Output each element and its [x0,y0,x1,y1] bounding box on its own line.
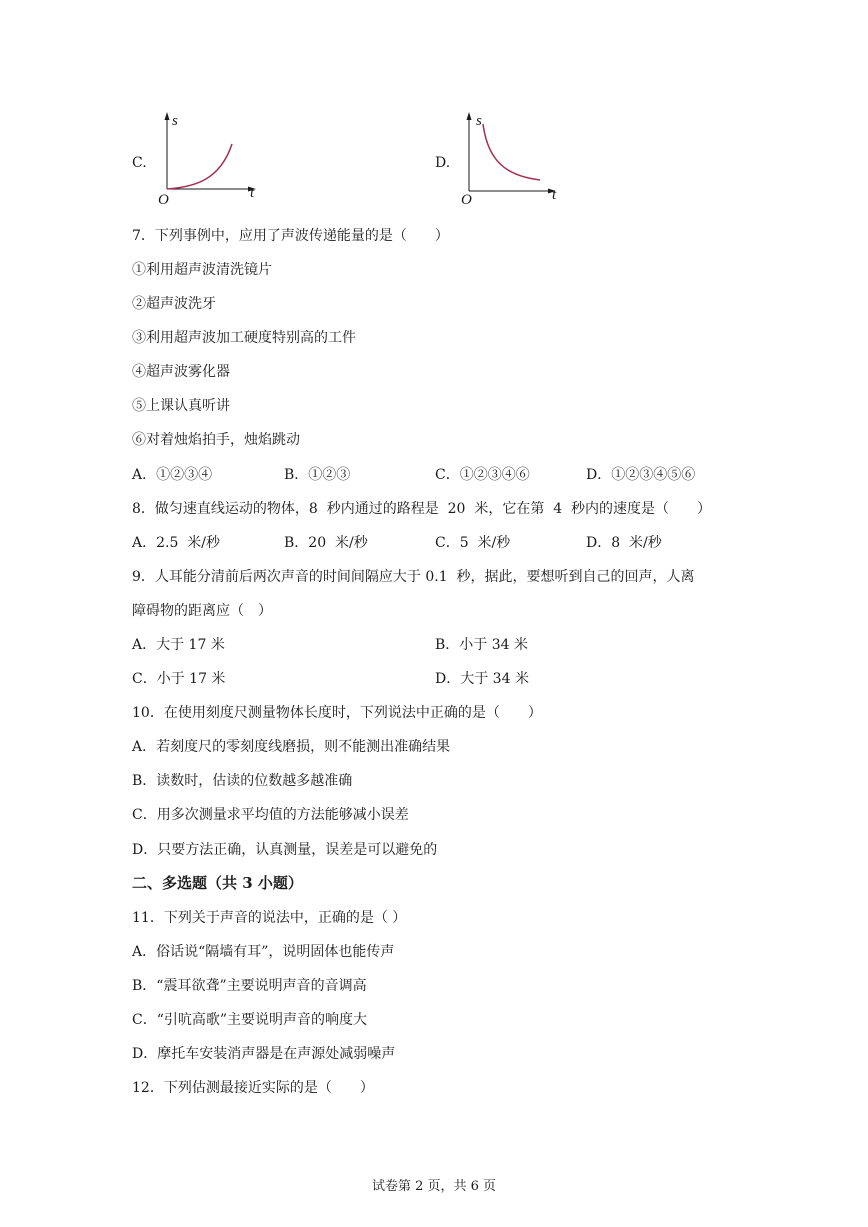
q7-item: ⑥对着烛焰拍手，烛焰跳动 [132,432,300,448]
q8-option-c: C．5 米/秒 [435,535,511,551]
graph-d-curve [483,124,540,180]
q9-option-c: C．小于 17 米 [132,671,226,687]
q8-option-d: D．8 米/秒 [586,535,662,551]
q9-option-a: A．大于 17 米 [132,637,225,653]
q10-stem: 10．在使用刻度尺测量物体长度时，下列说法中正确的是（ ） [132,705,542,721]
graph-c-y-label: s [172,113,178,129]
q7-stem: 7．下列事例中，应用了声波传递能量的是（ ） [132,228,449,244]
q8-stem: 8．做匀速直线运动的物体，8 秒内通过的路程是 20 米，它在第 4 秒内的速度是（ ） [132,501,712,517]
q9-stem-line2: 障碍物的距离应（ ） [132,603,272,619]
graph-c-y-arrow [165,112,170,120]
q12-stem: 12．下列估测最接近实际的是（ ） [132,1080,374,1096]
graph-c-x-label: t [250,185,255,201]
page-footer: 试卷第 2 页，共 6 页 [371,1179,497,1194]
q8-option-a: A．2.5 米/秒 [132,535,220,551]
option-c-label: C. [132,155,147,171]
section-heading: 二、多选题（共 3 小题） [132,874,303,892]
graph-d-x-label: t [552,187,557,203]
q11-option-b: B．“震耳欲聋”主要说明声音的音调高 [132,978,367,994]
q11-option-a: A．俗话说“隔墙有耳”，说明固体也能传声 [132,944,395,960]
q7-item: ③利用超声波加工硬度特别高的工件 [132,330,356,346]
graph-d-origin: O [461,192,472,208]
q10-option-d: D．只要方法正确，认真测量，误差是可以避免的 [132,842,438,858]
q7-option-c: C．①②③④⑥ [435,467,530,483]
graph-c-curve [167,144,232,189]
q7-option-b: B．①②③ [284,467,351,483]
q7-item: ④超声波雾化器 [132,364,230,380]
q7-option-d: D．①②③④⑤⑥ [586,467,696,483]
option-d-label: D. [435,155,451,171]
graph-d-y-label: s [476,113,482,129]
q9-stem-line1: 9．人耳能分清前后两次声音的时间间隔应大于 0.1 秒，据此，要想听到自己的回声，人离 [132,569,695,585]
graph-c-origin: O [158,192,169,208]
q7-item: ②超声波洗牙 [132,296,216,312]
q8-option-b: B．20 米/秒 [284,535,368,551]
q7-item: ⑤上课认真听讲 [132,398,230,414]
q11-option-c: C．“引吭高歌”主要说明声音的响度大 [132,1012,368,1028]
q9-option-d: D．大于 34 米 [435,671,529,687]
q7-option-a: A．①②③④ [132,467,213,483]
q11-option-d: D．摩托车安装消声器是在声源处减弱噪声 [132,1046,396,1062]
q10-option-a: A．若刻度尺的零刻度线磨损，则不能测出准确结果 [132,739,451,755]
q7-item: ①利用超声波清洗镜片 [132,262,272,278]
q9-option-b: B．小于 34 米 [435,637,529,653]
graph-d-y-arrow [467,112,472,120]
q10-option-c: C．用多次测量求平均值的方法能够减小误差 [132,807,409,823]
q11-stem: 11．下列关于声音的说法中，正确的是（ ） [132,910,407,926]
q10-option-b: B．读数时，估读的位数越多越准确 [132,773,353,789]
